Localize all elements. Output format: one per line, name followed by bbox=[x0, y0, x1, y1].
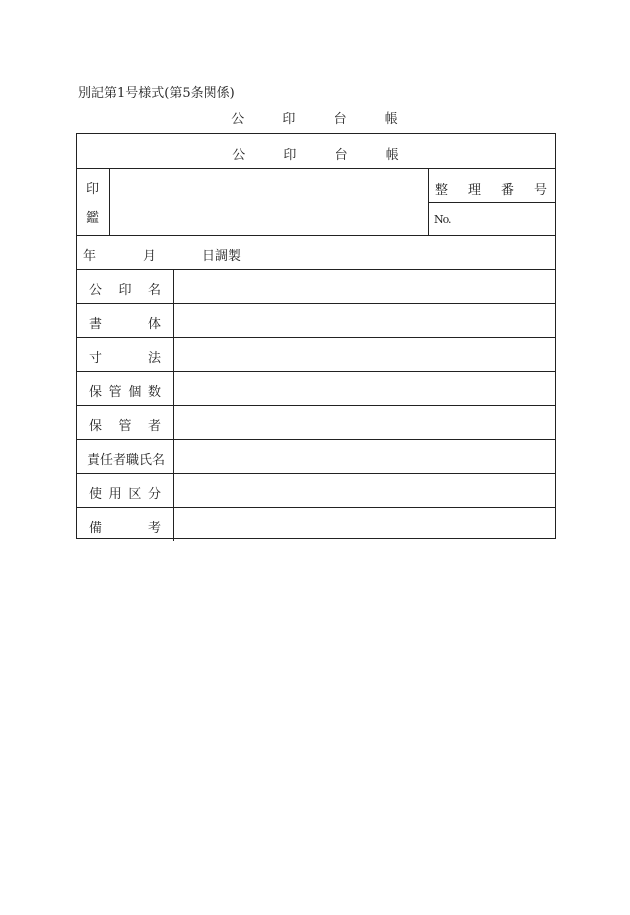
caption-char: 帳 bbox=[384, 112, 399, 127]
field-label-char: 使 bbox=[89, 487, 103, 502]
reg-number-char: 理 bbox=[467, 183, 481, 198]
field-label bbox=[89, 415, 161, 434]
field-row bbox=[77, 337, 555, 371]
field-label-char: 法 bbox=[147, 351, 161, 366]
date-row bbox=[77, 235, 555, 269]
field-label-char: 備 bbox=[89, 521, 103, 536]
field-label-char: 保 bbox=[89, 419, 103, 434]
seal-impression-area[interactable] bbox=[110, 169, 428, 236]
field-value-cell[interactable] bbox=[174, 406, 555, 439]
reg-number-char: 号 bbox=[533, 183, 547, 198]
field-value-cell[interactable] bbox=[174, 508, 555, 541]
field-value-cell[interactable] bbox=[174, 440, 555, 473]
field-label-char: 管 bbox=[118, 419, 132, 434]
reg-number-char: 番 bbox=[500, 183, 514, 198]
field-label bbox=[89, 313, 161, 332]
field-row bbox=[77, 371, 555, 405]
field-label-char: 責任者職氏名 bbox=[87, 453, 166, 468]
field-label-char: 考 bbox=[147, 521, 161, 536]
reg-number-label bbox=[435, 179, 547, 198]
field-row bbox=[77, 507, 555, 541]
title-char: 印 bbox=[283, 148, 298, 163]
seal-label-bottom: 鑑 bbox=[86, 211, 100, 226]
caption-char: 印 bbox=[282, 112, 297, 127]
field-label-char: 分 bbox=[147, 487, 161, 502]
caption-char: 台 bbox=[333, 112, 348, 127]
form-heading: 別記第1号様式(第5条関係) bbox=[78, 86, 235, 101]
table-title bbox=[77, 144, 555, 163]
field-label bbox=[89, 279, 161, 298]
seal-register-form bbox=[76, 133, 556, 539]
field-label bbox=[89, 483, 161, 502]
field-label-char: 印 bbox=[118, 283, 132, 298]
field-label-char: 個 bbox=[128, 385, 142, 400]
field-row bbox=[77, 303, 555, 337]
field-row bbox=[77, 473, 555, 507]
field-row bbox=[77, 439, 555, 473]
field-label-char: 寸 bbox=[89, 351, 103, 366]
reg-number-no-label[interactable]: No. bbox=[434, 213, 451, 226]
title-char: 台 bbox=[334, 148, 349, 163]
field-label-char: 用 bbox=[108, 487, 122, 502]
field-label bbox=[89, 347, 161, 366]
field-value-cell[interactable] bbox=[174, 304, 555, 337]
field-label-char: 者 bbox=[147, 419, 161, 434]
field-label-char: 保 bbox=[89, 385, 103, 400]
caption-char: 公 bbox=[231, 112, 246, 127]
field-label-char: 管 bbox=[108, 385, 122, 400]
field-label-char: 書 bbox=[89, 317, 103, 332]
title-char: 帳 bbox=[385, 148, 400, 163]
field-label-char: 名 bbox=[147, 283, 161, 298]
field-label-char: 公 bbox=[89, 283, 103, 298]
field-value-cell[interactable] bbox=[174, 270, 555, 303]
field-value-cell[interactable] bbox=[174, 474, 555, 507]
field-row bbox=[77, 269, 555, 303]
field-label bbox=[89, 381, 161, 400]
date-day-label: 日調製 bbox=[202, 249, 242, 264]
date-year: 年 bbox=[83, 249, 97, 264]
field-value-cell[interactable] bbox=[174, 372, 555, 405]
reg-number-char: 整 bbox=[435, 183, 449, 198]
field-label-char: 数 bbox=[147, 385, 161, 400]
field-value-cell[interactable] bbox=[174, 338, 555, 371]
field-label bbox=[87, 449, 166, 468]
date-month: 月 bbox=[143, 249, 157, 264]
field-label-char: 区 bbox=[128, 487, 142, 502]
field-label bbox=[89, 517, 161, 536]
seal-label-top: 印 bbox=[86, 182, 100, 197]
title-char: 公 bbox=[232, 148, 247, 163]
field-label-char: 体 bbox=[147, 317, 161, 332]
document-caption bbox=[0, 108, 630, 127]
divider bbox=[428, 202, 555, 203]
seal-row bbox=[77, 168, 555, 236]
field-row bbox=[77, 405, 555, 439]
